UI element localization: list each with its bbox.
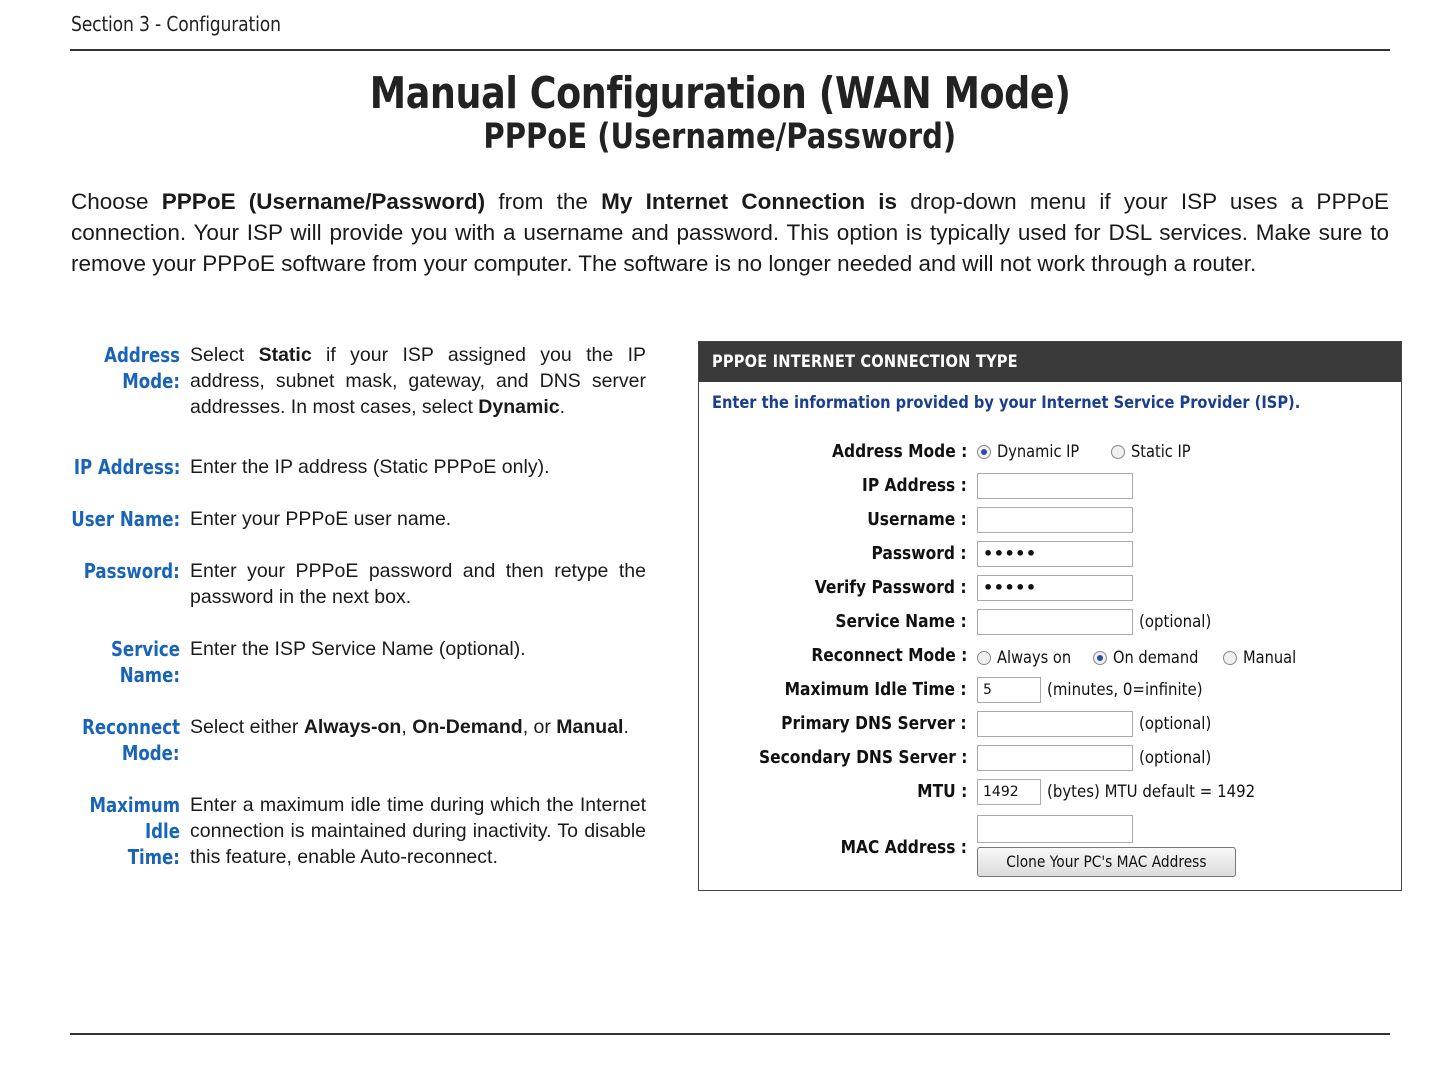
radio-static-ip-label: Static IP: [1130, 442, 1191, 462]
address-mode-radios: [977, 437, 1204, 467]
page-title: [0, 68, 1440, 119]
def-term: [40, 558, 190, 610]
radio-static-ip[interactable]: [1111, 445, 1125, 459]
field-label-text: IP Address :: [862, 475, 967, 496]
page-subtitle: [0, 117, 1440, 157]
intro-paragraph: [71, 186, 1389, 279]
def-text: Enter your PPPoE password and then retype the password in the next box.: [190, 560, 646, 608]
radio-always-on-label: Always on: [997, 648, 1072, 668]
radio-manual[interactable]: [1223, 651, 1237, 665]
def-text: Enter the IP address (Static PPPoE only).: [190, 456, 550, 478]
def-term-text: Password:: [83, 559, 180, 583]
mac-address-input[interactable]: [977, 815, 1133, 843]
def-text: Enter your PPPoE user name.: [190, 508, 452, 530]
def-bold-static: Static: [258, 344, 312, 366]
field-label: [790, 577, 967, 598]
intro-text-3: drop-down menu if your ISP uses a PPPoE connection. Your ISP will provide you with a username and password. This option is typically used for DSL services. Make sure to remove your PPPoE software from your computer. The software is no longer needed and will not work through a router.: [71, 189, 1389, 276]
field-hint-text: (bytes) MTU default = 1492: [1047, 782, 1256, 802]
def-term: [40, 792, 190, 870]
field-hint-text: (minutes, 0=infinite): [1047, 680, 1203, 700]
def-term-text-1: Reconnect: [82, 715, 180, 739]
def-term-text-2: Mode:: [122, 741, 180, 765]
field-label-text: Username :: [867, 509, 967, 530]
def-text-2: ,: [401, 716, 413, 738]
def-term-text-1: Maximum Idle: [89, 793, 180, 843]
field-control: [977, 709, 1221, 739]
field-control: [977, 539, 1133, 569]
row-reconnect-mode: [699, 641, 1401, 675]
panel-intro: [699, 392, 1401, 414]
ip-address-input[interactable]: [977, 473, 1133, 499]
field-label-text: Reconnect Mode :: [811, 645, 967, 666]
def-service-name: [40, 636, 660, 688]
def-bold-dynamic: Dynamic: [478, 396, 560, 418]
bottom-divider: [70, 1033, 1390, 1035]
field-hint-text: (optional): [1139, 612, 1212, 632]
top-divider: [70, 49, 1390, 51]
field-label: [810, 441, 967, 462]
field-label: [814, 611, 967, 632]
field-label: [725, 747, 968, 768]
primary-dns-input[interactable]: [977, 711, 1133, 737]
definition-list: [40, 342, 660, 896]
field-label: [786, 645, 967, 666]
field-hint-text: (optional): [1139, 748, 1212, 768]
clone-mac-button-label: Clone Your PC's MAC Address: [1006, 852, 1207, 871]
row-max-idle: [699, 675, 1401, 709]
field-label-text: Verify Password :: [815, 577, 967, 598]
mtu-input[interactable]: 1492: [977, 779, 1041, 805]
def-max-idle: [40, 792, 660, 870]
def-text: [190, 714, 660, 766]
def-text-3: .: [559, 396, 566, 418]
password-input[interactable]: •••••: [977, 541, 1133, 567]
field-label: [845, 475, 967, 496]
radio-always-on[interactable]: [977, 651, 991, 665]
def-bold-manual: Manual: [556, 716, 624, 738]
def-term-text: User Name:: [71, 507, 180, 531]
def-term: [40, 342, 190, 420]
row-address-mode: [699, 437, 1401, 471]
def-text-1: Select either: [190, 716, 304, 738]
panel-header: [699, 342, 1401, 382]
page-title-text: Manual Configuration (WAN Mode): [369, 68, 1071, 119]
panel-header-text: PPPOE INTERNET CONNECTION TYPE: [712, 352, 1018, 372]
def-text-2: if your ISP assigned you the IP address, subnet mask, gateway, and DNS server addresses. In most cases, select: [190, 344, 646, 418]
row-primary-dns: [699, 709, 1401, 743]
def-text-4: .: [623, 716, 629, 738]
field-label-text: Service Name :: [835, 611, 967, 632]
def-term: [40, 506, 190, 532]
def-term: [40, 454, 190, 480]
row-password: [699, 539, 1401, 573]
row-mac-address: [699, 815, 1401, 885]
field-label: [909, 781, 967, 802]
def-password: [40, 558, 660, 610]
panel-intro-text: Enter the information provided by your Internet Service Provider (ISP).: [712, 393, 1301, 413]
def-term-text-2: Time:: [127, 845, 180, 869]
field-label-text: Password :: [871, 543, 967, 564]
radio-manual-label: Manual: [1242, 648, 1296, 668]
field-hint: [1139, 612, 1221, 632]
row-verify-password: [699, 573, 1401, 607]
radio-dynamic-ip[interactable]: [977, 445, 991, 459]
row-mtu: [699, 777, 1401, 811]
field-control: [977, 777, 1284, 807]
def-reconnect-mode: [40, 714, 660, 766]
field-hint-text: (optional): [1139, 714, 1212, 734]
radio-on-demand[interactable]: [1093, 651, 1107, 665]
secondary-dns-input[interactable]: [977, 745, 1133, 771]
field-label: [751, 713, 967, 734]
mac-address-controls: [977, 815, 1236, 877]
def-term: [40, 636, 190, 688]
field-label: [856, 543, 967, 564]
field-label-text: MTU :: [916, 781, 967, 802]
def-text: Enter the ISP Service Name (optional).: [190, 638, 526, 660]
def-text-3: , or: [522, 716, 557, 738]
row-secondary-dns: [699, 743, 1401, 777]
field-control: [977, 675, 1224, 705]
def-bold-on-demand: On-Demand: [412, 716, 523, 738]
def-term: [40, 714, 190, 766]
field-label-text: MAC Address :: [840, 837, 967, 858]
def-text: Enter a maximum idle time during which the Internet connection is maintained during inactivity. To disable this feature, enable Auto-reconnect.: [190, 794, 646, 868]
section-header: Section 3 - Configuration: [71, 12, 281, 36]
def-address-mode: [40, 342, 660, 420]
row-username: [699, 505, 1401, 539]
row-ip-address: [699, 471, 1401, 505]
def-text-1: Select: [190, 344, 259, 366]
username-input[interactable]: [977, 507, 1133, 533]
field-control: [977, 471, 1133, 501]
pppoe-form: [699, 437, 1401, 885]
clone-mac-button[interactable]: [977, 847, 1236, 877]
reconnect-mode-radios: [977, 643, 1308, 673]
field-control: [977, 743, 1221, 773]
radio-on-demand-label: On demand: [1113, 648, 1199, 668]
field-hint: [1139, 748, 1221, 768]
service-name-input[interactable]: [977, 609, 1133, 635]
field-label: [820, 837, 967, 858]
intro-text-2: from the: [485, 189, 602, 214]
def-term-text: IP Address:: [73, 455, 180, 479]
field-control: [977, 505, 1133, 535]
page-subtitle-text: PPPoE (Username/Password): [483, 117, 957, 157]
radio-dynamic-ip-label: Dynamic IP: [997, 442, 1080, 462]
field-label: [851, 509, 967, 530]
def-ip-address: [40, 454, 660, 480]
field-hint: [1139, 714, 1221, 734]
field-label-text: Maximum Idle Time :: [785, 679, 967, 700]
field-hint: [1047, 782, 1284, 802]
pppoe-settings-panel: [698, 341, 1402, 891]
def-bold-always-on: Always-on: [303, 716, 402, 738]
intro-text-1: Choose: [71, 189, 162, 214]
intro-bold-connection: My Internet Connection is: [601, 189, 898, 214]
intro-bold-pppoe: PPPoE (Username/Password): [161, 189, 486, 214]
def-term-text: Address Mode:: [104, 343, 180, 393]
field-label-text: Primary DNS Server :: [781, 713, 967, 734]
verify-password-input[interactable]: •••••: [977, 575, 1133, 601]
field-control: [977, 573, 1133, 603]
field-label-text: Address Mode :: [831, 441, 967, 462]
field-control: [977, 607, 1221, 637]
field-label: [755, 679, 967, 700]
max-idle-input[interactable]: 5: [977, 677, 1041, 703]
def-user-name: [40, 506, 660, 532]
def-text: [190, 342, 660, 420]
field-label-text: Secondary DNS Server :: [758, 747, 967, 768]
row-service-name: [699, 607, 1401, 641]
field-hint: [1047, 680, 1224, 700]
def-term-text: Service Name:: [110, 637, 180, 687]
